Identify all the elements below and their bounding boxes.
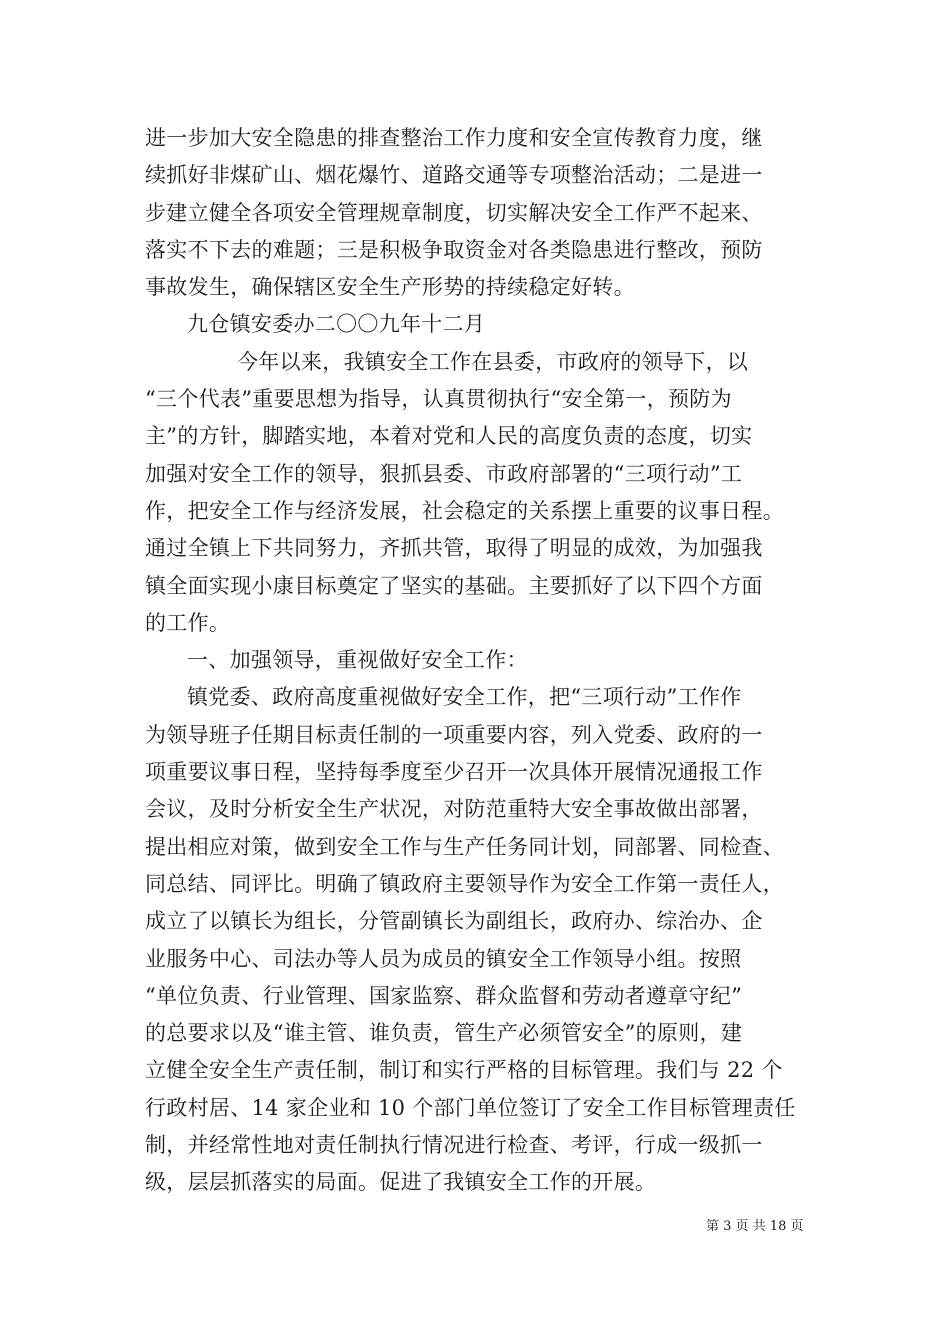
text-line: 会议，及时分析安全生产状况，对防范重特大安全事故做出部署， [145,797,763,822]
text-line: 镇全面实现小康目标奠定了坚实的基础。主要抓好了以下四个方面 [145,573,763,598]
document-body [145,120,805,1202]
text-line: 落实不下去的难题；三是积极争取资金对各类隐患进行整改，预防 [145,237,763,262]
page-number: 第 3 页 共 18 页 [706,1219,804,1234]
text-line: 作，把安全工作与经济发展，社会稳定的关系摆上重要的议事日程。 [145,498,784,523]
text-line: 立健全安全生产责任制，制订和实行严格的目标管理。我们与 22 个 [145,1058,783,1083]
text-line: “单位负责、行业管理、国家监察、群众监督和劳动者遵章守纪” [145,983,743,1008]
text-line: 事故发生，确保辖区安全生产形势的持续稳定好转。 [145,275,635,300]
text-line: 的总要求以及“谁主管、谁负责，管生产必须管安全”的原则，建 [145,1021,743,1046]
signature-line: 九仓镇安委办二〇〇九年十二月 [187,312,486,337]
text-line: 主”的方针，脚踏实地，本着对党和人民的高度负责的态度，切实 [145,424,753,449]
text-line: 项重要议事日程，坚持每季度至少召开一次具体开展情况通报工作 [145,760,763,785]
text-line: 进一步加大安全隐患的排查整治工作力度和安全宣传教育力度，继 [145,126,763,150]
text-line: 提出相应对策，做到安全工作与生产任务同计划，同部署、同检查、 [145,834,784,859]
text-line: 镇党委、政府高度重视做好安全工作，把“三项行动”工作作 [187,685,742,710]
text-line: 加强对安全工作的领导，狠抓县委、市政府部署的“三项行动”工 [145,461,743,486]
text-line: 级，层层抓落实的局面。促进了我镇安全工作的开展。 [145,1170,657,1195]
text-line: 今年以来，我镇安全工作在县委，市政府的领导下，以 [237,349,749,374]
text-line: 的工作。 [145,610,231,635]
text-line: 制，并经常性地对责任制执行情况进行检查、考评，行成一级抓一 [145,1133,763,1158]
text-line: 续抓好非煤矿山、烟花爆竹、道路交通等专项整治活动；二是进一 [145,163,763,188]
text-line: 行政村居、14 家企业和 10 个部门单位签订了安全工作目标管理责任 [145,1095,796,1120]
text-line: 同总结、同评比。明确了镇政府主要领导作为安全工作第一责任人， [145,871,784,896]
text-line: 为领导班子任期目标责任制的一项重要内容，列入党委、政府的一 [145,722,763,747]
section-heading: 一、加强领导，重视做好安全工作： [187,648,528,673]
text-line: 业服务中心、司法办等人员为成员的镇安全工作领导小组。按照 [145,946,742,971]
text-line: 通过全镇上下共同努力，齐抓共管，取得了明显的成效，为加强我 [145,536,763,561]
text-line: 步建立健全各项安全管理规章制度，切实解决安全工作严不起来、 [145,200,763,225]
text-line: “三个代表”重要思想为指导，认真贯彻执行“安全第一，预防为 [145,387,732,412]
text-line: 成立了以镇长为组长，分管副镇长为副组长，政府办、综治办、企 [145,909,763,934]
